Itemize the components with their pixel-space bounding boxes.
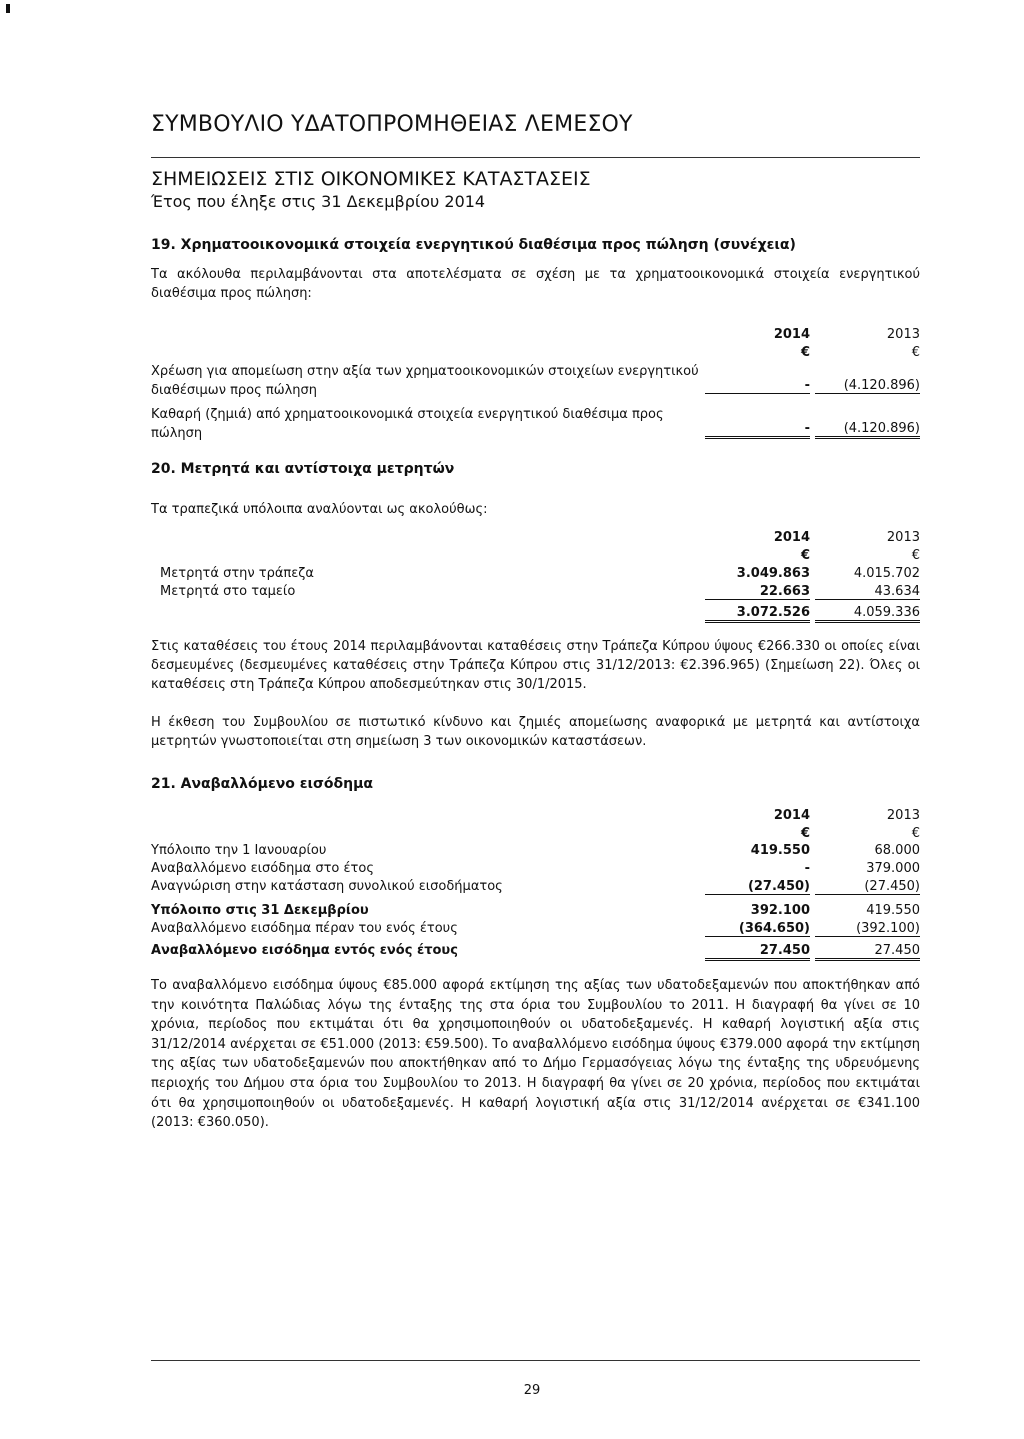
note-19-intro: Τα ακόλουθα περιλαμβάνονται στα αποτελέσματα σε σχέση με τα χρηματοοικονομικά στοιχεία ενεργητικού διαθέσιμα προς πώληση: <box>151 267 920 301</box>
note-21-row-label: Αναβαλλόμενο εισόδημα πέραν του ενός έτους <box>151 921 458 936</box>
note-20-total-2014: 3.072.526 <box>705 605 810 623</box>
note-19-currency-2013: € <box>911 345 920 360</box>
note-20-row-2014: 22.663 <box>705 584 810 600</box>
note-21-row-2014: (27.450) <box>705 879 810 895</box>
note-19-row-label: Χρέωση για απομείωση στην αξία των χρηματοοικονομικών στοιχείων ενεργητικού διαθέσιμων προς πώληση <box>151 364 699 398</box>
note-21-row-2013: 68.000 <box>874 843 920 858</box>
note-20-row-label: Μετρητά στην τράπεζα <box>160 566 314 581</box>
page-number: 29 <box>523 1383 541 1398</box>
note-21-row-2013: (27.450) <box>815 879 920 895</box>
note-20-row-2013: 43.634 <box>815 584 920 600</box>
note-19-row-label: Καθαρή (ζημιά) από χρηματοοικονομικά στοιχεία ενεργητικού διαθέσιμα προς πώληση <box>151 407 664 441</box>
note-20-total-2013: 4.059.336 <box>815 605 920 623</box>
note-20-currency-2014: € <box>800 548 810 563</box>
note-21-title: 21. Αναβαλλόμενο εισόδημα <box>151 776 374 792</box>
note-21-row-label: Αναγνώριση στην κατάσταση συνολικού εισοδήματος <box>151 879 503 894</box>
note-19-row-2014: - <box>705 378 810 394</box>
note-20-title: 20. Μετρητά και αντίστοιχα μετρητών <box>151 461 455 477</box>
note-20-col-2013: 2013 <box>886 530 920 545</box>
header-rule <box>151 157 920 158</box>
note-20-paragraph: Η έκθεση του Συμβουλίου σε πιστωτικό κίνδυνο και ζημιές απομείωσης αναφορικά με μετρητά και αντίστοιχα μετρητών γνωστοποιείται στη σημείωση 3 των οικονομικών καταστάσεων. <box>151 715 920 749</box>
note-19-row-2014: - <box>705 421 810 439</box>
document-title: ΣΗΜΕΙΩΣΕΙΣ ΣΤΙΣ ΟΙΚΟΝΟΜΙΚΕΣ ΚΑΤΑΣΤΑΣΕΙΣ <box>151 168 591 190</box>
note-21-row-2014: (364.650) <box>705 921 810 937</box>
note-21-row-2014: 27.450 <box>705 943 810 961</box>
note-21-row-2013: 419.550 <box>866 903 920 918</box>
note-21-row-label: Υπόλοιπο την 1 Ιανουαρίου <box>151 843 327 858</box>
note-19-title: 19. Χρηματοοικονομικά στοιχεία ενεργητικού διαθέσιμα προς πώληση (συνέχεια) <box>151 237 796 253</box>
note-20-row-2014: 3.049.863 <box>736 566 810 581</box>
note-19-col-2013: 2013 <box>886 327 920 342</box>
note-21-row-2013: 27.450 <box>815 943 920 961</box>
note-21-row-label: Υπόλοιπο στις 31 Δεκεμβρίου <box>151 903 369 918</box>
note-21-currency-2013: € <box>911 826 920 841</box>
note-21-row-2013: (392.100) <box>815 921 920 937</box>
note-21-row-label: Αναβαλλόμενο εισόδημα εντός ενός έτους <box>151 943 458 958</box>
note-21-col-2013: 2013 <box>886 808 920 823</box>
note-20-row-label: Μετρητά στο ταμείο <box>160 584 296 599</box>
note-21-col-2014: 2014 <box>773 808 810 823</box>
note-21-row-label: Αναβαλλόμενο εισόδημα στο έτος <box>151 861 374 876</box>
note-20-paragraph: Στις καταθέσεις του έτους 2014 περιλαμβάνονται καταθέσεις στην Τράπεζα Κύπρου ύψους €266.330 οι οποίες είναι δεσμευμένες (δεσμευμένες καταθέσεις στην Τράπεζα Κύπρου στις 31/12/2013: €2.396.965) (Σημείωση 22). Όλες οι καταθέσεις στη Τράπεζα Κύπρου αποδεσμεύτηκαν στις 30/1/2015. <box>151 639 920 692</box>
note-19-row-2013: (4.120.896) <box>815 421 920 439</box>
scan-mark <box>6 4 10 13</box>
note-20-currency-2013: € <box>911 548 920 563</box>
note-20-row-2013: 4.015.702 <box>853 566 920 581</box>
period-subtitle: Έτος που έληξε στις 31 Δεκεμβρίου 2014 <box>151 192 486 211</box>
note-21-paragraph: Το αναβαλλόμενο εισόδημα ύψους €85.000 αφορά εκτίμηση της αξίας των υδατοδεξαμενών που αποκτήθηκαν από την κοινότητα Παλώδιας λόγω της ένταξης της στα όρια του Συμβουλίου το 2011. Η διαγραφή θα γίνει σε 10 χρόνια, περίοδος που εκτιμάται ότι θα χρησιμοποιηθούν οι υδατοδεξαμενές. Η καθαρή λογιστική αξία στις 31/12/2014 ανέρχεται σε €51.000 (2013: €59.500). Το αναβαλλόμενο εισόδημα ύψους €379.000 αφορά την εκτίμηση της αξίας των υδατοδεξαμενών που αποκτήθηκαν από το Δήμο Γερμασόγειας λόγω της ένταξης της υδρευόμενης περιοχής του Δήμου στα όρια του Συμβουλίου το 2013. Η διαγραφή θα γίνει σε 20 χρόνια, περίοδος που εκτιμάται ότι θα χρησιμοποιηθούν οι υδατοδεξαμενές. Η καθαρή λογιστική αξία στις 31/12/2014 ανέρχεται σε €341.100 (2013: €360.050). <box>151 978 920 1131</box>
note-20-col-2014: 2014 <box>773 530 810 545</box>
note-21-row-2014: - <box>804 861 810 876</box>
note-21-row-2014: 419.550 <box>750 843 810 858</box>
note-20-intro: Τα τραπεζικά υπόλοιπα αναλύονται ως ακολούθως: <box>151 502 488 517</box>
note-21-row-2014: 392.100 <box>750 903 810 918</box>
note-19-currency-2014: € <box>800 345 810 360</box>
note-21-row-2013: 379.000 <box>866 861 920 876</box>
note-19-col-2014: 2014 <box>773 327 810 342</box>
note-19-row-2013: (4.120.896) <box>815 378 920 394</box>
note-21-currency-2014: € <box>800 826 810 841</box>
footer-rule <box>151 1360 920 1361</box>
organization-title: ΣΥΜΒΟΥΛΙΟ ΥΔΑΤΟΠΡΟΜΗΘΕΙΑΣ ΛΕΜΕΣΟΥ <box>151 112 633 137</box>
